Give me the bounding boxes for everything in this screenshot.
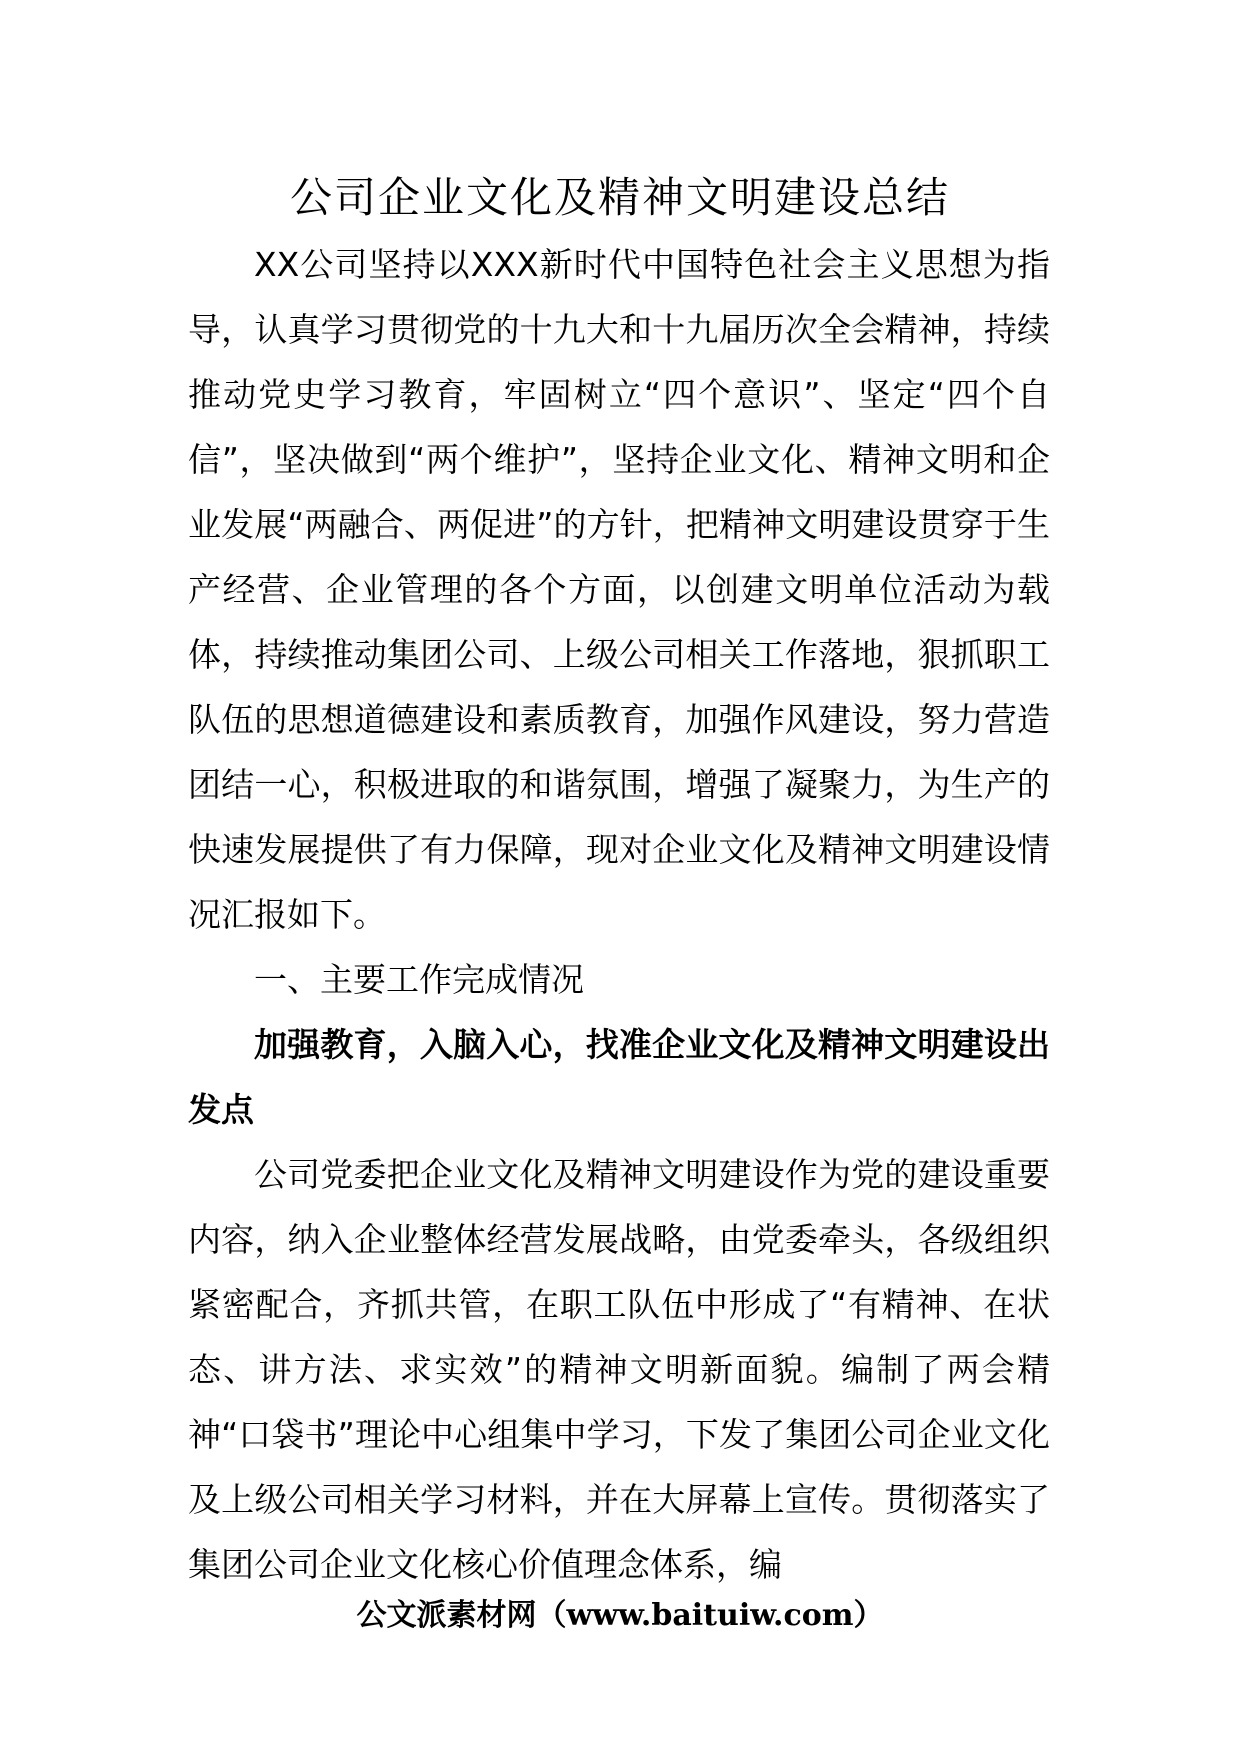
section-heading: 一、主要工作完成情况 [254,960,584,999]
intro-paragraph: XX公司坚持以XXX新时代中国特色社会主义思想为指导，认真学习贯彻党的十九大和十九届历次全会精神，持续推动党史学习教育，牢固树立“四个意识”、坚定“四个自信”，坚决做到“两个维护”，坚持企业文化、精神文明和企业发展“两融合、两促进”的方针，把精神文明建设贯穿于生产经营、企业管理的各个方面，以创建文明单位活动为载体，持续推动集团公司、上级公司相关工作落地，狠抓职工队伍的思想道德建设和素质教育，加强作风建设，努力营造团结一心，积极进取的和谐氛围，增强了凝聚力，为生产的快速发展提供了有力保障，现对企业文化及精神文明建设情况汇报如下。 [188,245,1050,934]
body-paragraph: 公司党委把企业文化及精神文明建设作为党的建设重要内容，纳入企业整体经营发展战略，由党委牵头，各级组织紧密配合，齐抓共管，在职工队伍中形成了“有精神、在状态、讲方法、求实效”的精神文明新面貌。编制了两会精神“口袋书”理论中心组集中学习，下发了集团公司企业文化及上级公司相关学习材料，并在大屏幕上宣传。贯彻落实了集团公司企业文化核心价值理念体系，编 [188,1155,1050,1584]
document-body [188,232,1050,1597]
document-title: 公司企业文化及精神文明建设总结 [289,173,950,222]
sub-heading: 加强教育，入脑入心，找准企业文化及精神文明建设出发点 [188,1025,1050,1129]
footer-watermark: 公文派素材网（www.baituiw.com） [356,1598,884,1633]
